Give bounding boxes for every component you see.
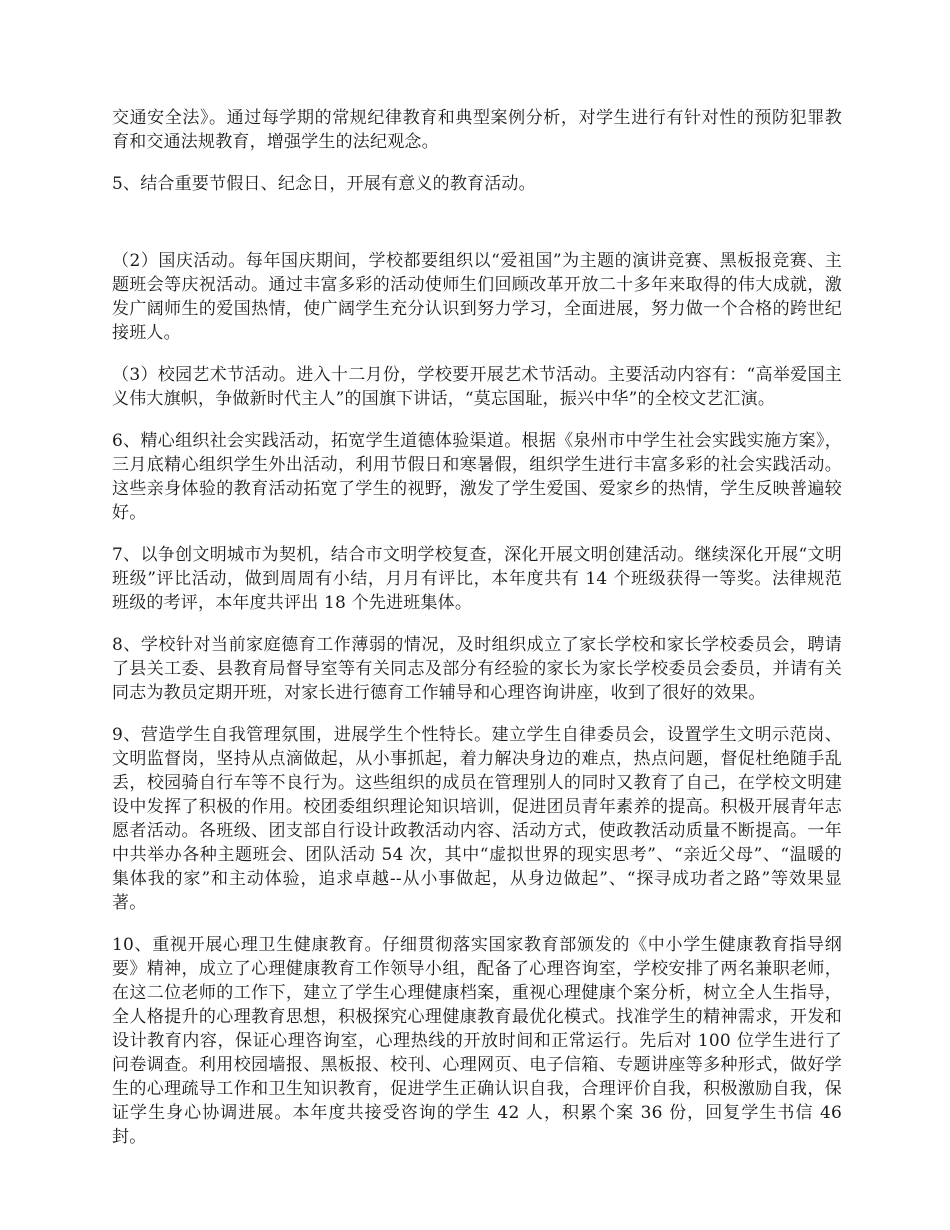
document-page bbox=[112, 106, 842, 1149]
paragraph-item-10-mental-health: 10、重视开展心理卫生健康教育。仔细贯彻落实国家教育部颁发的《中小学生健康教育指导纲要》精神，成立了心理健康教育工作领导小组，配备了心理咨询室，学校安排了两名兼职老师，在这二位老师的工作下，建立了学生心理健康档案，重视心理健康个案分析，树立全人生指导，全人格提升的心理教育思想，积极探究心理健康教育最优化模式。找准学生的精神需求，开发和设计教育内容，保证心理咨询室，心理热线的开放时间和正常运行。先后对 100 位学生进行了问卷调查。利用校园墙报、黑板报、校刊、心理网页、电子信箱、专题讲座等多种形式，做好学生的心理疏导工作和卫生知识教育，促进学生正确认识自我，合理评价自我，积极激励自我，保证学生身心协调进展。本年度共接受咨询的学生 42 人，积累个案 36 份，回复学生书信 46 封。 bbox=[112, 935, 842, 1147]
paragraph-item-5-holidays: 5、结合重要节假日、纪念日，开展有意义的教育活动。 bbox=[112, 174, 536, 194]
paragraph-item-6-social-practice: 6、精心组织社会实践活动，拓宽学生道德体验渠道。根据《泉州市中学生社会实践实施方案》，三月底精心组织学生外出活动，利用节假日和寒暑假，组织学生进行丰富多彩的社会实践活动。这些亲身体验的教育活动拓宽了学生的视野，激发了学生爱国、爱家乡的热情，学生反映普遍较好。 bbox=[112, 431, 842, 523]
paragraph-art-festival: （3）校园艺术节活动。进入十二月份，学校要开展艺术节活动。主要活动内容有：“高举爱国主义伟大旗帜，争做新时代主人”的国旗下讲话，“莫忘国耻，振兴中华”的全校文艺汇演。 bbox=[112, 365, 842, 409]
paragraph-national-day: （2）国庆活动。每年国庆期间，学校都要组织以“爱祖国”为主题的演讲竞赛、黑板报竞赛、主题班会等庆祝活动。通过丰富多彩的活动使师生们回顾改革开放二十多年来取得的伟大成就，激发广阔师生的爱国热情，使广阔学生充分认识到努力学习，全面进展，努力做一个合格的跨世纪接班人。 bbox=[112, 251, 842, 343]
paragraph-legal-education: 交通安全法》。通过每学期的常规纪律教育和典型案例分析，对学生进行有针对性的预防犯罪教育和交通法规教育，增强学生的法纪观念。 bbox=[112, 108, 842, 152]
paragraph-item-8-parent-school: 8、学校针对当前家庭德育工作薄弱的情况，及时组织成立了家长学校和家长学校委员会，聘请了县关工委、县教育局督导室等有关同志及部分有经验的家长为家长学校委员会委员，并请有关同志为教员定期开班，对家长进行德育工作辅导和心理咨询讲座，收到了很好的效果。 bbox=[112, 635, 842, 703]
paragraph-item-7-civilized-city: 7、以争创文明城市为契机，结合市文明学校复查，深化开展文明创建活动。继续深化开展“文明班级”评比活动，做到周周有小结，月月有评比，本年度共有 14 个班级获得一等奖。法律规范班级的考评，本年度共评出 18 个先进班集体。 bbox=[112, 545, 842, 613]
paragraph-item-9-self-management: 9、营造学生自我管理氛围，进展学生个性特长。建立学生自律委员会，设置学生文明示范岗、文明监督岗，坚持从点滴做起，从小事抓起，着力解决身边的难点，热点问题，督促杜绝随手乱丢，校园骑自行车等不良行为。这些组织的成员在管理别人的同时又教育了自己，在学校文明建设中发挥了积极的作用。校团委组织理论知识培训，促进团员青年素养的提高。积极开展青年志愿者活动。各班级、团支部自行设计政教活动内容、活动方式，使政教活动质量不断提高。一年中共举办各种主题班会、团队活动 54 次，其中“虚拟世界的现实思考”、“亲近父母”、“温暖的集体我的家”和主动体验，追求卓越--从小事做起，从身边做起”、“探寻成功者之路”等效果显著。 bbox=[112, 725, 842, 913]
